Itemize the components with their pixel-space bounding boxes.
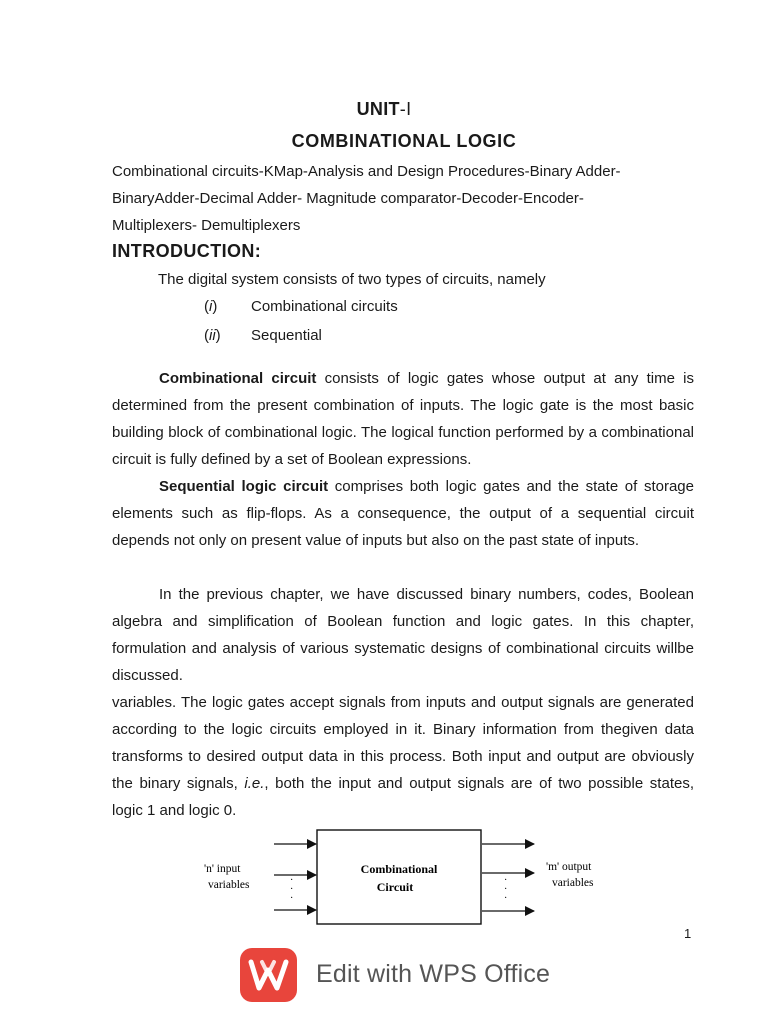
svg-text:·: · — [504, 884, 508, 895]
introduction-line: The digital system consists of two types of circuits, namely — [158, 271, 546, 288]
topics-line: Multiplexers- Demultiplexers — [112, 217, 301, 234]
unit-heading-suffix: -I — [399, 99, 412, 119]
output-label-line2: variables — [552, 877, 594, 889]
unit-heading-bold: UNIT — [356, 99, 400, 119]
list-item — [204, 327, 322, 344]
svg-text:·: · — [290, 893, 294, 904]
wps-watermark[interactable] — [240, 948, 560, 1002]
paragraph-sequential: Sequential logic circuit comprises both logic gates and the state of storage elements such as flip-flops. As a consequence, the output of a sequential circuit depends not only on present value of inputs but also on the past state of inputs. — [112, 478, 694, 549]
unit-heading — [0, 99, 768, 120]
svg-text:·: · — [290, 884, 294, 895]
output-label-line1: 'm' output — [546, 861, 592, 873]
topics-list — [112, 158, 672, 239]
output-ellipsis: · — [504, 875, 508, 886]
wps-logo-icon — [240, 948, 297, 1002]
list-item-text: Combinational circuits — [251, 298, 398, 315]
input-label-line1: 'n' input — [204, 863, 241, 875]
list-item — [204, 298, 398, 315]
list-item-number: (ii) — [204, 327, 221, 344]
chapter-title: COMBINATIONAL LOGIC — [291, 131, 517, 151]
combinational-circuit-diagram — [190, 828, 610, 928]
block-label-line1: Combinational — [360, 862, 438, 876]
paragraph-combinational: Combinational circuit consists of logic gates whose output at any time is determined from the present combination of inputs. The logic gate is the most basic building block of combinational logic. The logical function performed by a combinational circuit is fully defined by a set of Boolean expressions. — [112, 370, 694, 468]
term-combinational-circuit: Combinational circuit — [159, 370, 317, 387]
list-item-text: Sequential — [251, 327, 322, 344]
svg-text:·: · — [504, 893, 508, 904]
wps-edit-label[interactable]: Edit with WPS Office — [316, 960, 551, 988]
topics-line: BinaryAdder-Decimal Adder- Magnitude comparator-Decoder-Encoder- — [112, 190, 584, 207]
input-ellipsis: · — [290, 875, 294, 886]
block-label-line2: Circuit — [376, 880, 414, 894]
input-label-line2: variables — [208, 879, 250, 891]
page-number: 1 — [684, 926, 692, 941]
combinational-circuit-block — [317, 830, 481, 924]
introduction-heading: INTRODUCTION: — [112, 241, 262, 261]
list-item-number: (i) — [204, 298, 218, 315]
topics-line: Combinational circuits-KMap-Analysis and Design Procedures-Binary Adder- — [112, 163, 621, 180]
paragraph-variables: variables. The logic gates accept signals from inputs and output signals are generated according to the logic circuits employed in it. Binary information from thegiven data transforms to desired output data in this process. Both input and output are obviously the binary signals, i.e., both the input and output signals are of two possible states, logic 1 and logic 0. — [112, 694, 694, 819]
italic-ie: i.e. — [244, 775, 265, 792]
term-sequential-logic-circuit: Sequential logic circuit — [159, 478, 329, 495]
paragraph-previous-chapter: In the previous chapter, we have discussed binary numbers, codes, Boolean algebra and simplification of Boolean function and logic gates. In this chapter, formulation and analysis of various systematic designs of combinational circuits willbe discussed. — [112, 586, 694, 684]
